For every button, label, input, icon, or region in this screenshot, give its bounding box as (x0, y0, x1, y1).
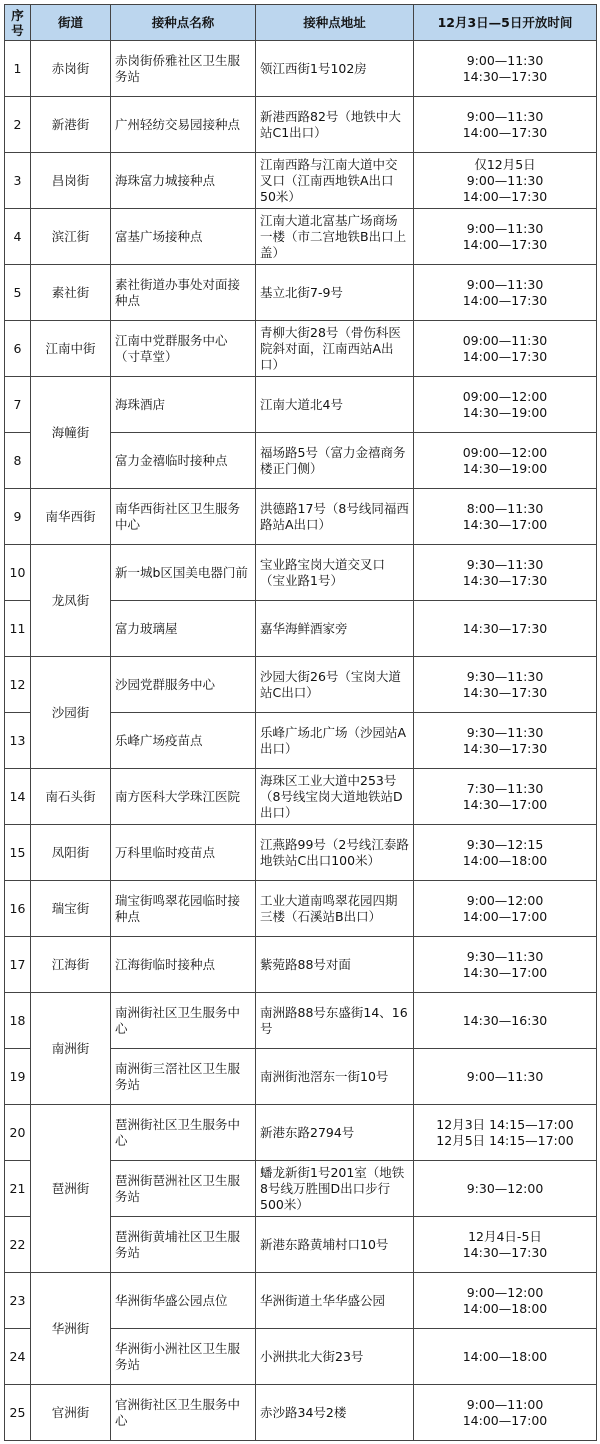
open-time: 9:00—12:00 14:00—17:00 (414, 881, 597, 937)
header-number: 序号 (5, 5, 31, 41)
site-name: 赤岗街侨雅社区卫生服务站 (111, 41, 256, 97)
row-number: 11 (5, 601, 31, 657)
open-time: 09:00—12:00 14:30—19:00 (414, 377, 597, 433)
table-row (5, 377, 597, 433)
row-number: 19 (5, 1049, 31, 1105)
site-address: 江南大道北4号 (256, 377, 414, 433)
site-name: 华洲街华盛公园点位 (111, 1273, 256, 1329)
row-number: 23 (5, 1273, 31, 1329)
open-time: 8:00—11:30 14:30—17:00 (414, 489, 597, 545)
row-number: 9 (5, 489, 31, 545)
site-address: 海珠区工业大道中253号（8号线宝岗大道地铁站D出口） (256, 769, 414, 825)
street-name: 官洲街 (31, 1385, 111, 1441)
table-row (5, 657, 597, 713)
site-name: 江南中党群服务中心（寸草堂） (111, 321, 256, 377)
row-number: 24 (5, 1329, 31, 1385)
table-row (5, 1385, 597, 1441)
row-number: 7 (5, 377, 31, 433)
street-name: 赤岗街 (31, 41, 111, 97)
open-time: 仅12月5日 9:00—11:30 14:00—17:30 (414, 153, 597, 209)
site-address: 领江西街1号102房 (256, 41, 414, 97)
row-number: 22 (5, 1217, 31, 1273)
table-row (5, 489, 597, 545)
site-address: 福场路5号（富力金禧商务楼正门侧） (256, 433, 414, 489)
site-address: 青柳大街28号（骨伤科医院斜对面，江南西站A出口） (256, 321, 414, 377)
open-time: 14:30—17:30 (414, 601, 597, 657)
row-number: 8 (5, 433, 31, 489)
table-row (5, 993, 597, 1049)
open-time: 9:00—11:30 14:30—17:30 (414, 41, 597, 97)
open-time: 09:00—12:00 14:30—19:00 (414, 433, 597, 489)
site-address: 洪德路17号（8号线同福西路站A出口） (256, 489, 414, 545)
site-address: 华洲街道土华华盛公园 (256, 1273, 414, 1329)
row-number: 13 (5, 713, 31, 769)
row-number: 17 (5, 937, 31, 993)
row-number: 6 (5, 321, 31, 377)
site-address: 江南西路与江南大道中交叉口（江南西地铁A出口50米） (256, 153, 414, 209)
site-name: 海珠酒店 (111, 377, 256, 433)
site-address: 江燕路99号（2号线江泰路地铁站C出口100米） (256, 825, 414, 881)
street-name: 新港街 (31, 97, 111, 153)
site-name: 琶洲街黄埔社区卫生服务站 (111, 1217, 256, 1273)
open-time: 9:00—11:30 (414, 1049, 597, 1105)
street-name: 凤阳街 (31, 825, 111, 881)
street-name: 瑞宝街 (31, 881, 111, 937)
site-address: 小洲拱北大街23号 (256, 1329, 414, 1385)
street-name: 华洲街 (31, 1273, 111, 1385)
street-name: 龙凤街 (31, 545, 111, 657)
open-time: 09:00—11:30 14:00—17:30 (414, 321, 597, 377)
row-number: 16 (5, 881, 31, 937)
row-number: 14 (5, 769, 31, 825)
row-number: 25 (5, 1385, 31, 1441)
site-name: 南华西街社区卫生服务中心 (111, 489, 256, 545)
table-row (5, 41, 597, 97)
site-name: 南方医科大学珠江医院 (111, 769, 256, 825)
header-street: 街道 (31, 5, 111, 41)
site-name: 富力金禧临时接种点 (111, 433, 256, 489)
open-time: 9:00—11:30 14:00—17:30 (414, 97, 597, 153)
table-row (5, 265, 597, 321)
open-time: 9:30—12:15 14:00—18:00 (414, 825, 597, 881)
table-row (5, 209, 597, 265)
site-address: 江南大道北富基广场商场一楼（市二宫地铁B出口上盖） (256, 209, 414, 265)
site-address: 紫菀路88号对面 (256, 937, 414, 993)
table-row (5, 545, 597, 601)
street-name: 昌岗街 (31, 153, 111, 209)
row-number: 4 (5, 209, 31, 265)
table-row (5, 769, 597, 825)
row-number: 21 (5, 1161, 31, 1217)
open-time: 9:00—11:30 14:00—17:30 (414, 265, 597, 321)
header-site-address: 接种点地址 (256, 5, 414, 41)
open-time: 9:30—12:00 (414, 1161, 597, 1217)
header-open-time: 12月3日—5日开放时间 (414, 5, 597, 41)
table-row (5, 1273, 597, 1329)
site-name: 万科里临时疫苗点 (111, 825, 256, 881)
table-row (5, 937, 597, 993)
street-name: 南华西街 (31, 489, 111, 545)
site-name: 广州轻纺交易园接种点 (111, 97, 256, 153)
street-name: 素社街 (31, 265, 111, 321)
open-time: 9:30—11:30 14:30—17:30 (414, 713, 597, 769)
row-number: 3 (5, 153, 31, 209)
table-row (5, 97, 597, 153)
site-name: 华洲街小洲社区卫生服务站 (111, 1329, 256, 1385)
site-name: 琶洲街社区卫生服务中心 (111, 1105, 256, 1161)
site-name: 乐峰广场疫苗点 (111, 713, 256, 769)
site-name: 富力玻璃屋 (111, 601, 256, 657)
site-name: 官洲街社区卫生服务中心 (111, 1385, 256, 1441)
open-time: 9:30—11:30 14:30—17:30 (414, 545, 597, 601)
site-name: 南洲街三滘社区卫生服务站 (111, 1049, 256, 1105)
site-name: 海珠富力城接种点 (111, 153, 256, 209)
open-time: 9:30—11:30 14:30—17:30 (414, 657, 597, 713)
row-number: 20 (5, 1105, 31, 1161)
open-time: 9:00—12:00 14:00—18:00 (414, 1273, 597, 1329)
table-row (5, 1105, 597, 1161)
street-name: 南洲街 (31, 993, 111, 1105)
table-row (5, 881, 597, 937)
site-name: 素社街道办事处对面接种点 (111, 265, 256, 321)
table-row (5, 825, 597, 881)
street-name: 江海街 (31, 937, 111, 993)
site-address: 嘉华海鲜酒家旁 (256, 601, 414, 657)
open-time: 9:00—11:00 14:00—17:00 (414, 1385, 597, 1441)
open-time: 14:00—18:00 (414, 1329, 597, 1385)
open-time: 7:30—11:30 14:30—17:00 (414, 769, 597, 825)
table-header-row (5, 5, 597, 41)
row-number: 1 (5, 41, 31, 97)
site-address: 沙园大街26号（宝岗大道站C出口） (256, 657, 414, 713)
open-time: 9:30—11:30 14:30—17:00 (414, 937, 597, 993)
row-number: 5 (5, 265, 31, 321)
site-name: 江海街临时接种点 (111, 937, 256, 993)
site-address: 工业大道南鸣翠花园四期三楼（石溪站B出口） (256, 881, 414, 937)
site-address: 南洲街池滘东一街10号 (256, 1049, 414, 1105)
site-name: 沙园党群服务中心 (111, 657, 256, 713)
street-name: 琶洲街 (31, 1105, 111, 1273)
site-address: 新港东路2794号 (256, 1105, 414, 1161)
schedule-table-wrapper (4, 4, 597, 1441)
street-name: 滨江街 (31, 209, 111, 265)
site-name: 瑞宝街鸣翠花园临时接种点 (111, 881, 256, 937)
street-name: 沙园街 (31, 657, 111, 769)
site-address: 新港东路黄埔村口10号 (256, 1217, 414, 1273)
site-address: 新港西路82号（地铁中大站C1出口） (256, 97, 414, 153)
header-site-name: 接种点名称 (111, 5, 256, 41)
site-address: 蟠龙新街1号201室（地铁8号线万胜围D出口步行500米） (256, 1161, 414, 1217)
site-name: 新一城b区国美电器门前 (111, 545, 256, 601)
site-address: 基立北街7-9号 (256, 265, 414, 321)
row-number: 12 (5, 657, 31, 713)
street-name: 江南中街 (31, 321, 111, 377)
open-time: 12月3日 14:15—17:00 12月5日 14:15—17:00 (414, 1105, 597, 1161)
table-body (5, 41, 597, 1441)
street-name: 海幢街 (31, 377, 111, 489)
street-name: 南石头街 (31, 769, 111, 825)
site-address: 赤沙路34号2楼 (256, 1385, 414, 1441)
vaccination-sites-table (4, 4, 597, 1441)
open-time: 9:00—11:30 14:00—17:30 (414, 209, 597, 265)
row-number: 18 (5, 993, 31, 1049)
site-address: 宝业路宝岗大道交叉口（宝业路1号） (256, 545, 414, 601)
row-number: 10 (5, 545, 31, 601)
row-number: 2 (5, 97, 31, 153)
table-row (5, 153, 597, 209)
open-time: 12月4日-5日 14:30—17:30 (414, 1217, 597, 1273)
site-name: 琶洲街琶洲社区卫生服务站 (111, 1161, 256, 1217)
site-address: 南洲路88号东盛街14、16号 (256, 993, 414, 1049)
open-time: 14:30—16:30 (414, 993, 597, 1049)
site-address: 乐峰广场北广场（沙园站A出口） (256, 713, 414, 769)
site-name: 南洲街社区卫生服务中心 (111, 993, 256, 1049)
site-name: 富基广场接种点 (111, 209, 256, 265)
table-row (5, 321, 597, 377)
row-number: 15 (5, 825, 31, 881)
